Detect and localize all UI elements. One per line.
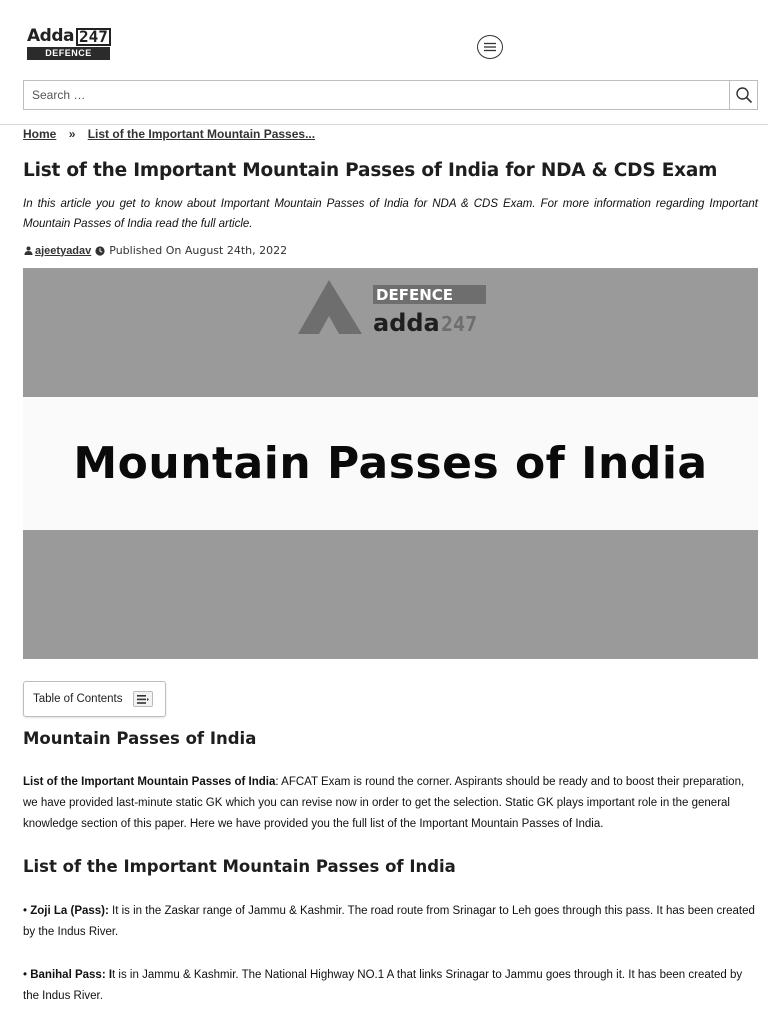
breadcrumb [23,127,315,141]
logo-number: 247 [76,28,111,46]
section-paragraph [23,772,758,835]
pass-name: Zoji La (Pass): [30,905,109,917]
section-heading-list: List of the Important Mountain Passes of India [23,857,456,876]
published-date: Published On August 24th, 2022 [109,244,288,257]
pass-description: It is in the Zaskar range of Jammu & Kashmir. The road route from Srinagar to Leh goes through this pass. It has been created by the Indus River. [23,905,755,938]
logo-text: Adda [27,26,74,46]
toc-label: Table of Contents [33,693,123,705]
list-item [23,965,758,1007]
article-title: List of the Important Mountain Passes of India for NDA & CDS Exam [23,160,718,181]
list-bullet: • [23,969,28,981]
hamburger-menu-icon [483,42,497,52]
table-of-contents[interactable] [23,681,166,717]
pass-name: Banihal Pass: I [30,969,113,981]
list-icon [137,695,149,704]
list-bullet: • [23,905,28,917]
site-logo[interactable] [27,27,110,60]
banner-title: Mountain Passes of India [73,438,708,489]
user-icon [24,246,33,255]
search-input[interactable] [24,81,729,109]
breadcrumb-current-link[interactable]: List of the Important Mountain Passes... [87,127,316,141]
logo-defence-text: DEFENCE [376,286,453,304]
article-intro: In this article you get to know about Important Mountain Passes of India for NDA & CDS Exam. For more information regarding Important Mountain Passes of India read the full article. [23,198,758,230]
author-link[interactable]: ajeetyadav [35,244,92,257]
breadcrumb-home-link[interactable]: Home [23,127,57,141]
section-heading-mountain-passes: Mountain Passes of India [23,729,257,748]
article-meta [24,244,287,257]
clock-icon [95,246,105,256]
search-icon [735,86,753,104]
search-bar [23,80,758,110]
menu-button[interactable] [477,35,503,59]
featured-image [23,268,758,659]
pass-description: t is in Jammu & Kashmir. The National Highway NO.1 A that links Srinagar to Jammu goes through it. It has been created by the Indus River. [23,969,743,1002]
logo-subtitle: DEFENCE [27,47,110,60]
featured-banner [23,397,758,530]
paragraph-text: : AFCAT Exam is round the corner. Aspirants should be ready and to boost their preparation, we have provided last-minute static GK which you can revise now in order to get the selection. Static GK plays important role in the general knowledge section of this paper. Here we have provided you the full list of the Important Mountain Passes of India. [23,776,745,830]
logo-247-text: 247 [441,312,478,336]
paragraph-lead: List of the Important Mountain Passes of India [23,776,276,788]
adda247-defence-logo [295,279,495,339]
search-button[interactable] [729,81,757,109]
list-item [23,901,758,943]
logo-adda-text: adda [373,309,440,337]
site-header [0,0,768,125]
toc-toggle-button[interactable] [133,691,153,707]
breadcrumb-separator: » [68,127,76,141]
